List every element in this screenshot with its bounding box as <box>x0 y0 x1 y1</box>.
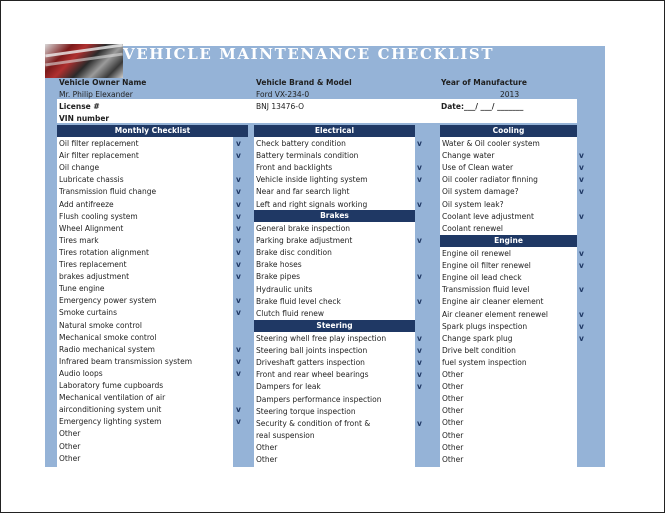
check-mark-icon[interactable]: v <box>236 356 241 366</box>
check-mark-icon[interactable]: v <box>579 321 584 331</box>
check-mark-icon[interactable]: v <box>236 405 241 415</box>
date-field[interactable]: Date:___/ ___/ _______ <box>441 102 524 111</box>
check-mark-icon[interactable]: v <box>236 368 241 378</box>
checklist-item[interactable]: Battery terminals condition <box>256 151 359 161</box>
checklist-item[interactable]: Other <box>59 429 81 439</box>
license-label: License # <box>59 102 100 111</box>
checklist-item[interactable]: Hydraulic units <box>256 284 313 294</box>
checklist-item[interactable]: airconditioning system unit <box>59 405 162 415</box>
check-mark-icon[interactable]: v <box>579 261 584 271</box>
document-title: VEHICLE MAINTENANCE CHECKLIST <box>123 45 495 63</box>
checklist-item[interactable]: Tires replacement <box>59 260 127 269</box>
checklist-item[interactable]: fuel system inspection <box>442 357 527 367</box>
check-mark-icon[interactable]: v <box>236 344 241 354</box>
checklist-item[interactable]: Dampers performance inspection <box>256 394 382 404</box>
vin-label[interactable]: VIN number <box>59 114 110 123</box>
checklist-item[interactable]: Oil change <box>59 163 100 173</box>
check-mark-icon[interactable]: v <box>417 418 422 428</box>
section-header-cooling: Cooling <box>440 125 577 137</box>
checklist-item[interactable]: Other <box>442 418 464 428</box>
check-mark-icon[interactable]: v <box>236 296 241 306</box>
checklist-item[interactable]: Radio mechanical system <box>59 344 155 354</box>
check-mark-icon[interactable]: v <box>236 139 241 148</box>
check-mark-icon[interactable]: v <box>417 175 422 185</box>
checklist-item[interactable]: Steering ball joints inspection <box>256 346 368 356</box>
brand-value[interactable]: Ford VX-234-0 <box>256 90 310 99</box>
checklist-item[interactable]: Clutch fluid renew <box>256 308 325 318</box>
check-mark-icon[interactable]: v <box>236 308 241 318</box>
check-mark-icon[interactable]: v <box>417 296 422 306</box>
checklist-item[interactable]: Air filter replacement <box>59 151 139 161</box>
checklist-item[interactable]: Other <box>442 430 464 440</box>
checklist-item[interactable]: Front and backlights <box>256 163 333 173</box>
checklist-item[interactable]: Audio loops <box>59 368 103 378</box>
vehicle-garage-photo <box>45 44 123 78</box>
checklist-item[interactable]: Coolant leve adjustment <box>442 211 534 221</box>
checklist-item[interactable]: Coolant renewel <box>442 223 503 233</box>
checklist-item[interactable]: Lubricate chassis <box>59 175 124 185</box>
check-mark-icon[interactable]: v <box>236 260 241 269</box>
check-mark-icon[interactable]: v <box>579 249 584 258</box>
check-mark-icon[interactable]: v <box>579 333 584 343</box>
check-mark-icon[interactable]: v <box>417 346 422 356</box>
checklist-item[interactable]: Transmission fluid change <box>59 187 157 197</box>
check-mark-icon[interactable]: v <box>236 272 241 282</box>
check-mark-icon[interactable]: v <box>236 223 241 233</box>
check-mark-icon[interactable]: v <box>417 370 422 380</box>
check-mark-icon[interactable]: v <box>236 151 241 161</box>
checklist-item[interactable]: Other <box>442 382 464 392</box>
checklist-item[interactable]: Engine oil lead check <box>442 273 522 283</box>
checklist-item[interactable]: Other <box>256 442 278 452</box>
license-value[interactable]: BNJ 13476-O <box>256 102 305 111</box>
checklist-item[interactable]: Other <box>442 370 464 379</box>
checklist-item[interactable]: Oil system leak? <box>442 199 504 209</box>
checklist-item[interactable]: Tune engine <box>59 284 105 294</box>
checklist-item[interactable]: Front and rear wheel bearings <box>256 370 369 380</box>
check-mark-icon[interactable]: v <box>236 235 241 245</box>
checklist-item[interactable]: Other <box>59 453 81 463</box>
section-header-brakes: Brakes <box>254 210 415 222</box>
checklist-item[interactable]: Change spark plug <box>442 333 513 343</box>
checklist-item[interactable]: Oil cooler radiator finning <box>442 175 538 185</box>
checklist-item[interactable]: Other <box>442 442 464 452</box>
checklist-item[interactable]: real suspension <box>256 430 315 440</box>
checklist-item[interactable]: brakes adjustment <box>59 272 130 282</box>
check-mark-icon[interactable]: v <box>236 187 241 197</box>
checklist-item[interactable]: Parking brake adjustment <box>256 236 353 246</box>
checklist-item[interactable]: Transmission fluid level <box>442 285 530 295</box>
check-mark-icon[interactable]: v <box>579 151 584 161</box>
checklist-item[interactable]: Infrared beam transmission system <box>59 356 193 366</box>
checklist-item[interactable]: Engine air cleaner element <box>442 297 544 307</box>
check-mark-icon[interactable]: v <box>579 175 584 185</box>
checklist-item[interactable]: Change water <box>442 151 495 161</box>
check-mark-icon[interactable]: v <box>236 247 241 257</box>
section-header-engine: Engine <box>440 235 577 247</box>
checklist-item[interactable]: Other <box>442 454 464 464</box>
checklist-item[interactable]: Natural smoke control <box>59 320 142 330</box>
checklist-item[interactable]: Other <box>59 441 81 451</box>
checklist-item[interactable]: Left and right signals working <box>256 199 368 209</box>
checklist-item[interactable]: Tires rotation alignment <box>59 247 149 257</box>
check-mark-icon[interactable]: v <box>417 139 422 148</box>
checklist-item[interactable]: Mechanical smoke control <box>59 332 157 342</box>
checklist-item[interactable]: Emergency lighting system <box>59 417 162 427</box>
check-mark-icon[interactable]: v <box>417 334 422 343</box>
check-mark-icon[interactable]: v <box>236 417 241 427</box>
checklist-item[interactable]: Use of Clean water <box>442 163 514 173</box>
check-mark-icon[interactable]: v <box>417 358 422 368</box>
checklist-item[interactable]: Security & condition of front & <box>256 418 371 428</box>
checklist-item[interactable]: Emergency power system <box>59 296 157 306</box>
check-mark-icon[interactable]: v <box>579 163 584 173</box>
checklist-item[interactable]: Oil system damage? <box>442 187 519 197</box>
check-mark-icon[interactable]: v <box>579 187 584 197</box>
checklist-item[interactable]: Brake disc condition <box>256 248 332 258</box>
check-mark-icon[interactable]: v <box>579 211 584 221</box>
checklist-item[interactable]: Flush cooling system <box>59 211 138 221</box>
checklist-item[interactable]: Water & Oil cooler system <box>442 139 540 148</box>
checklist-item[interactable]: Air cleaner element renewel <box>442 309 548 319</box>
brand-label: Vehicle Brand & Model <box>256 78 352 87</box>
checklist-item[interactable]: Other <box>442 406 464 416</box>
checklist-item[interactable]: Brake fluid level check <box>256 296 341 306</box>
checklist-item[interactable]: Tires mark <box>59 235 99 245</box>
checklist-item[interactable]: Other <box>442 394 464 404</box>
checklist-item[interactable]: Spark plugs inspection <box>442 321 528 331</box>
check-mark-icon[interactable]: v <box>579 309 584 319</box>
checklist-item[interactable]: Engine oil renewel <box>442 249 511 258</box>
checklist-item[interactable]: Vehicle inside lighting system <box>256 175 368 185</box>
check-mark-icon[interactable]: v <box>417 236 422 246</box>
check-mark-icon[interactable]: v <box>417 163 422 173</box>
year-value[interactable]: 2013 <box>500 90 520 99</box>
check-mark-icon[interactable]: v <box>417 382 422 392</box>
checklist-item[interactable]: Laboratory fume cupboards <box>59 381 164 390</box>
check-mark-icon[interactable]: v <box>236 199 241 209</box>
section-header-electrical: Electrical <box>254 125 415 137</box>
checklist-item[interactable]: Add antifreeze <box>59 199 114 209</box>
checklist-item[interactable]: Wheel Alignment <box>59 223 124 233</box>
section-header-steering: Steering <box>254 320 415 332</box>
checklist-item[interactable]: Driveshaft gatters inspection <box>256 358 365 368</box>
check-mark-icon[interactable]: v <box>417 199 422 209</box>
check-mark-icon[interactable]: v <box>236 175 241 185</box>
checklist-item[interactable]: Smoke curtains <box>59 308 117 318</box>
checklist-item[interactable]: Dampers for leak <box>256 382 321 392</box>
checklist-item[interactable]: Steering whell free play inspection <box>256 334 387 343</box>
checklist-item[interactable]: Steering torque inspection <box>256 406 356 416</box>
checklist-item[interactable]: Brake pipes <box>256 272 301 282</box>
checklist-item[interactable]: Drive belt condition <box>442 345 516 355</box>
owner-value[interactable]: Mr. Philip Elexander <box>59 90 133 99</box>
check-mark-icon[interactable]: v <box>236 211 241 221</box>
owner-label: Vehicle Owner Name <box>59 78 147 87</box>
year-label: Year of Manufacture <box>441 78 527 87</box>
checklist-item[interactable]: General brake inspection <box>256 224 351 233</box>
check-mark-icon[interactable]: v <box>579 285 584 295</box>
check-mark-icon[interactable]: v <box>417 272 422 282</box>
section-header-monthly: Monthly Checklist <box>57 125 248 137</box>
checklist-item[interactable]: Near and far search light <box>256 187 350 197</box>
checklist-item[interactable]: Engine oil filter renewel <box>442 261 531 271</box>
checklist-item[interactable]: Mechanical ventilation of air <box>59 393 166 403</box>
checklist-item[interactable]: Other <box>256 455 278 464</box>
checklist-item[interactable]: Check battery condition <box>256 139 346 148</box>
checklist-item[interactable]: Brake hoses <box>256 260 302 270</box>
checklist-item[interactable]: Oil filter replacement <box>59 139 139 148</box>
